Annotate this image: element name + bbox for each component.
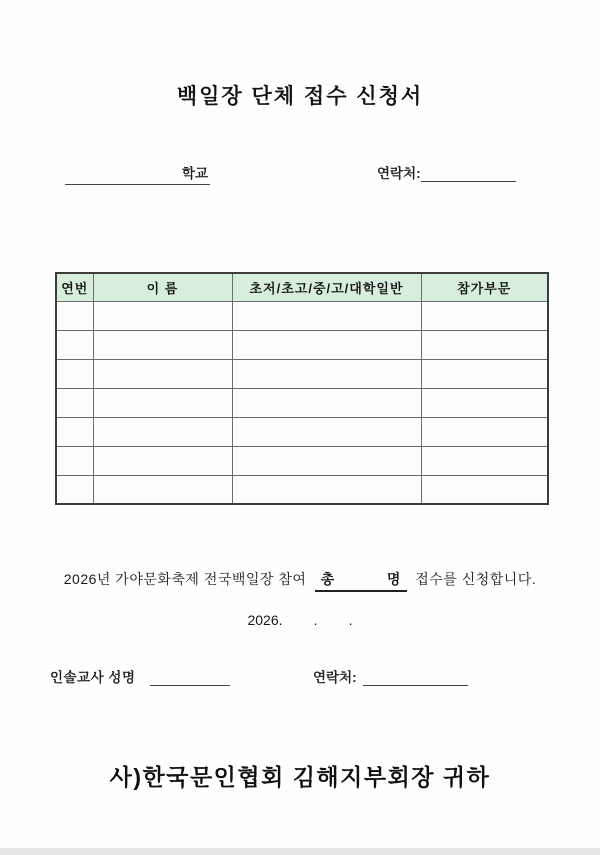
date-field: 2026. . . bbox=[247, 612, 353, 628]
statement-suffix: 접수를 신청합니다. bbox=[415, 571, 537, 587]
teacher-label: 인솔교사 성명 bbox=[50, 670, 136, 685]
unit-label: 명 bbox=[386, 571, 401, 587]
table-cell bbox=[232, 388, 421, 417]
table-row bbox=[56, 475, 548, 504]
table-cell bbox=[421, 359, 548, 388]
table-cell bbox=[93, 446, 232, 475]
contact-field-top bbox=[377, 162, 516, 182]
table-row bbox=[56, 359, 548, 388]
contact-label-top: 연락처: bbox=[377, 166, 421, 181]
col-header-number: 연번 bbox=[56, 273, 93, 301]
form-title: 백일장 단체 접수 신청서 bbox=[176, 85, 424, 108]
scan-edge bbox=[0, 848, 600, 855]
teacher-name-blank bbox=[150, 670, 230, 686]
contact-label-bottom: 연락처: bbox=[313, 670, 357, 685]
table-cell bbox=[93, 475, 232, 504]
table-cell bbox=[56, 388, 93, 417]
table-cell bbox=[56, 446, 93, 475]
teacher-name-field bbox=[50, 666, 230, 686]
table-cell bbox=[93, 359, 232, 388]
table-cell bbox=[232, 301, 421, 330]
table-cell bbox=[56, 417, 93, 446]
participant-table bbox=[55, 272, 549, 505]
table-cell bbox=[421, 330, 548, 359]
table-cell bbox=[232, 330, 421, 359]
contact-field-bottom bbox=[313, 666, 468, 686]
table-cell bbox=[232, 359, 421, 388]
col-header-name: 이 름 bbox=[93, 273, 232, 301]
table-row bbox=[56, 388, 548, 417]
table-cell bbox=[232, 475, 421, 504]
table-row bbox=[56, 301, 548, 330]
application-statement bbox=[0, 569, 600, 592]
table-cell bbox=[56, 359, 93, 388]
table-cell bbox=[421, 475, 548, 504]
statement-prefix: 2026년 가야문화축제 전국백일장 참여 bbox=[63, 571, 307, 587]
table-cell bbox=[421, 446, 548, 475]
table-cell bbox=[421, 301, 548, 330]
recipient-line: 사)한국문인협회 김해지부회장 귀하 bbox=[109, 764, 491, 790]
total-count-field bbox=[315, 569, 407, 592]
table-cell bbox=[93, 330, 232, 359]
school-label: 학교 bbox=[181, 166, 208, 181]
col-header-grade: 초저/초고/중/고/대학일반 bbox=[232, 273, 421, 301]
table-header-row bbox=[56, 273, 548, 301]
table-row bbox=[56, 417, 548, 446]
table-row bbox=[56, 446, 548, 475]
table-body bbox=[56, 301, 548, 504]
table-cell bbox=[56, 301, 93, 330]
contact-blank-top bbox=[421, 166, 516, 182]
school-name-field bbox=[65, 162, 210, 185]
table-cell bbox=[56, 330, 93, 359]
table-cell bbox=[421, 388, 548, 417]
total-count-blank bbox=[335, 583, 387, 584]
table-cell bbox=[232, 417, 421, 446]
table-cell bbox=[93, 388, 232, 417]
table-cell bbox=[93, 301, 232, 330]
table-row bbox=[56, 330, 548, 359]
contact-blank-bottom bbox=[363, 670, 468, 686]
table-cell bbox=[232, 446, 421, 475]
col-header-category: 참가부문 bbox=[421, 273, 548, 301]
table-cell bbox=[421, 417, 548, 446]
total-label: 총 bbox=[320, 571, 335, 587]
table-cell bbox=[56, 475, 93, 504]
table-cell bbox=[93, 417, 232, 446]
